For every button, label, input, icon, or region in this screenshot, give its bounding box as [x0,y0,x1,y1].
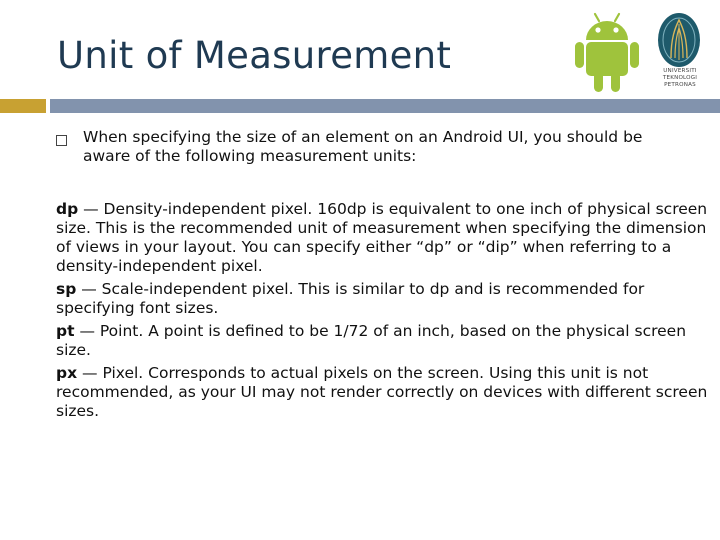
unit-term: px [56,364,78,382]
unit-entry-pt [56,322,712,360]
unit-entry-px [56,364,712,421]
units-list [56,200,712,425]
intro-text: When specifying the size of an element on an Android UI, you should be aware of the following measurement units: [83,128,643,165]
unit-term: sp [56,280,77,298]
logo-line: TEKNOLOGI [662,75,698,81]
title-divider-band [50,99,720,113]
android-robot-icon [572,10,642,94]
university-logo-text [652,68,708,89]
title-accent-band [0,99,46,113]
unit-entry-dp [56,200,712,276]
unit-entry-sp [56,280,712,318]
square-bullet-icon [56,135,67,146]
logo-line: UNIVERSITI [663,68,697,74]
logo-line: PETRONAS [664,82,696,88]
unit-term: dp [56,200,79,218]
intro-bullet [56,128,696,166]
unit-description: — Point. A point is defined to be 1/72 of an inch, based on the physical screen size. [56,322,687,359]
unit-description: — Density-independent pixel. 160dp is equivalent to one inch of physical screen size. This is the recommended unit of measurement when specifying the dimension of views in your layout. You can specify either “dp” or “dip” when referring to a density-independent pixel. [56,200,708,275]
unit-description: — Scale-independent pixel. This is similar to dp and is recommended for specifying font sizes. [56,280,645,317]
unit-description: — Pixel. Corresponds to actual pixels on the screen. Using this unit is not recommended, as your UI may not render correctly on devices with different screen sizes. [56,364,708,420]
unit-term: pt [56,322,75,340]
slide-title: Unit of Measurement [57,34,452,77]
